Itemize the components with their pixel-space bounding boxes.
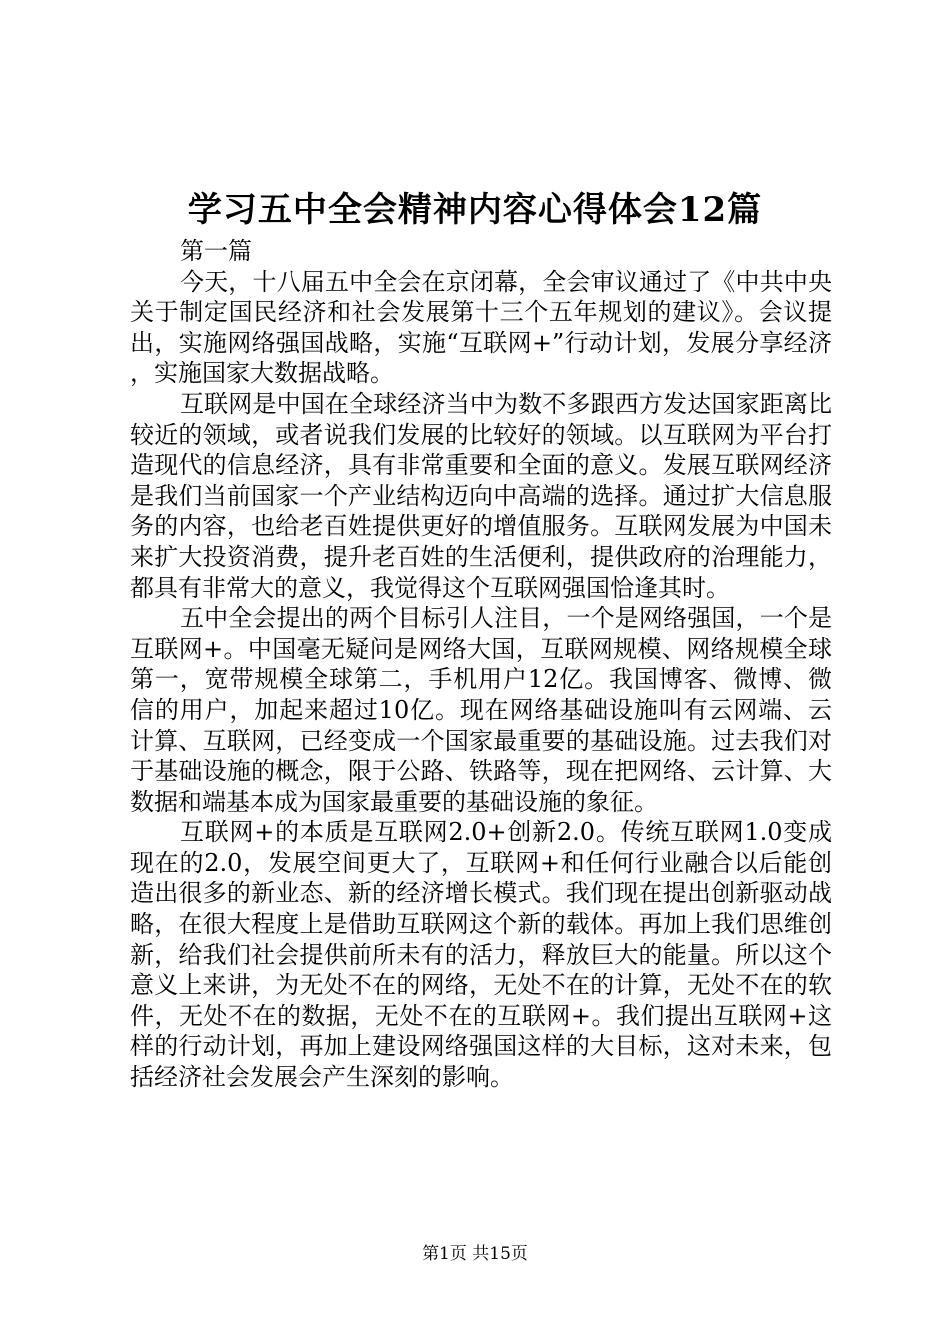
paragraph-2: 互联网是中国在全球经济当中为数不多跟西方发达国家距离比较近的领域，或者说我们发展的比较好的领域。以互联网为平台打造现代的信息经济，具有非常重要和全面的意义。发展互联网经济是我们当前国家一个产业结构迈向中高端的选择。通过扩大信息服务的内容，也给老百姓提供更好的增值服务。互联网发展为中国未来扩大投资消费，提升老百姓的生活便利，提供政府的治理能力，都具有非常大的意义，我觉得这个互联网强国恰逢其时。 xyxy=(130,389,832,602)
document-title: 学习五中全会精神内容心得体会12篇 xyxy=(187,190,763,230)
paragraph-1: 今天，十八届五中全会在京闭幕，全会审议通过了《中共中央关于制定国民经济和社会发展第十三个五年规划的建议》。会议提出，实施网络强国战略，实施“互联网+”行动计划，发展分享经济，实施国家大数据战略。 xyxy=(130,267,832,388)
section-label: 第一篇 xyxy=(180,237,252,265)
paragraph-4: 互联网+的本质是互联网2.0+创新2.0。传统互联网1.0变成现在的2.0，发展空间更大了，互联网+和任何行业融合以后能创造出很多的新业态、新的经济增长模式。我们现在提出创新驱动战略，在很大程度上是借助互联网这个新的载体。再加上我们思维创新，给我们社会提供前所未有的活力，释放巨大的能量。所以这个意义上来讲，为无处不在的网络，无处不在的计算，无处不在的软件，无处不在的数据，无处不在的互联网+。我们提出互联网+这样的行动计划，再加上建设网络强国这样的大目标，这对未来，包括经济社会发展会产生深刻的影响。 xyxy=(130,818,832,1092)
document-body xyxy=(130,236,832,1093)
paragraph-3: 五中全会提出的两个目标引人注目，一个是网络强国，一个是互联网+。中国毫无疑问是网络大国，互联网规模、网络规模全球第一，宽带规模全球第二，手机用户12亿。我国博客、微博、微信的用户，加起来超过10亿。现在网络基础设施叫有云网端、云计算、互联网，已经变成一个国家最重要的基础设施。过去我们对于基础设施的概念，限于公路、铁路等，现在把网络、云计算、大数据和端基本成为国家最重要的基础设施的象征。 xyxy=(130,604,832,816)
page-footer: 第1页 共15页 xyxy=(422,1244,528,1264)
